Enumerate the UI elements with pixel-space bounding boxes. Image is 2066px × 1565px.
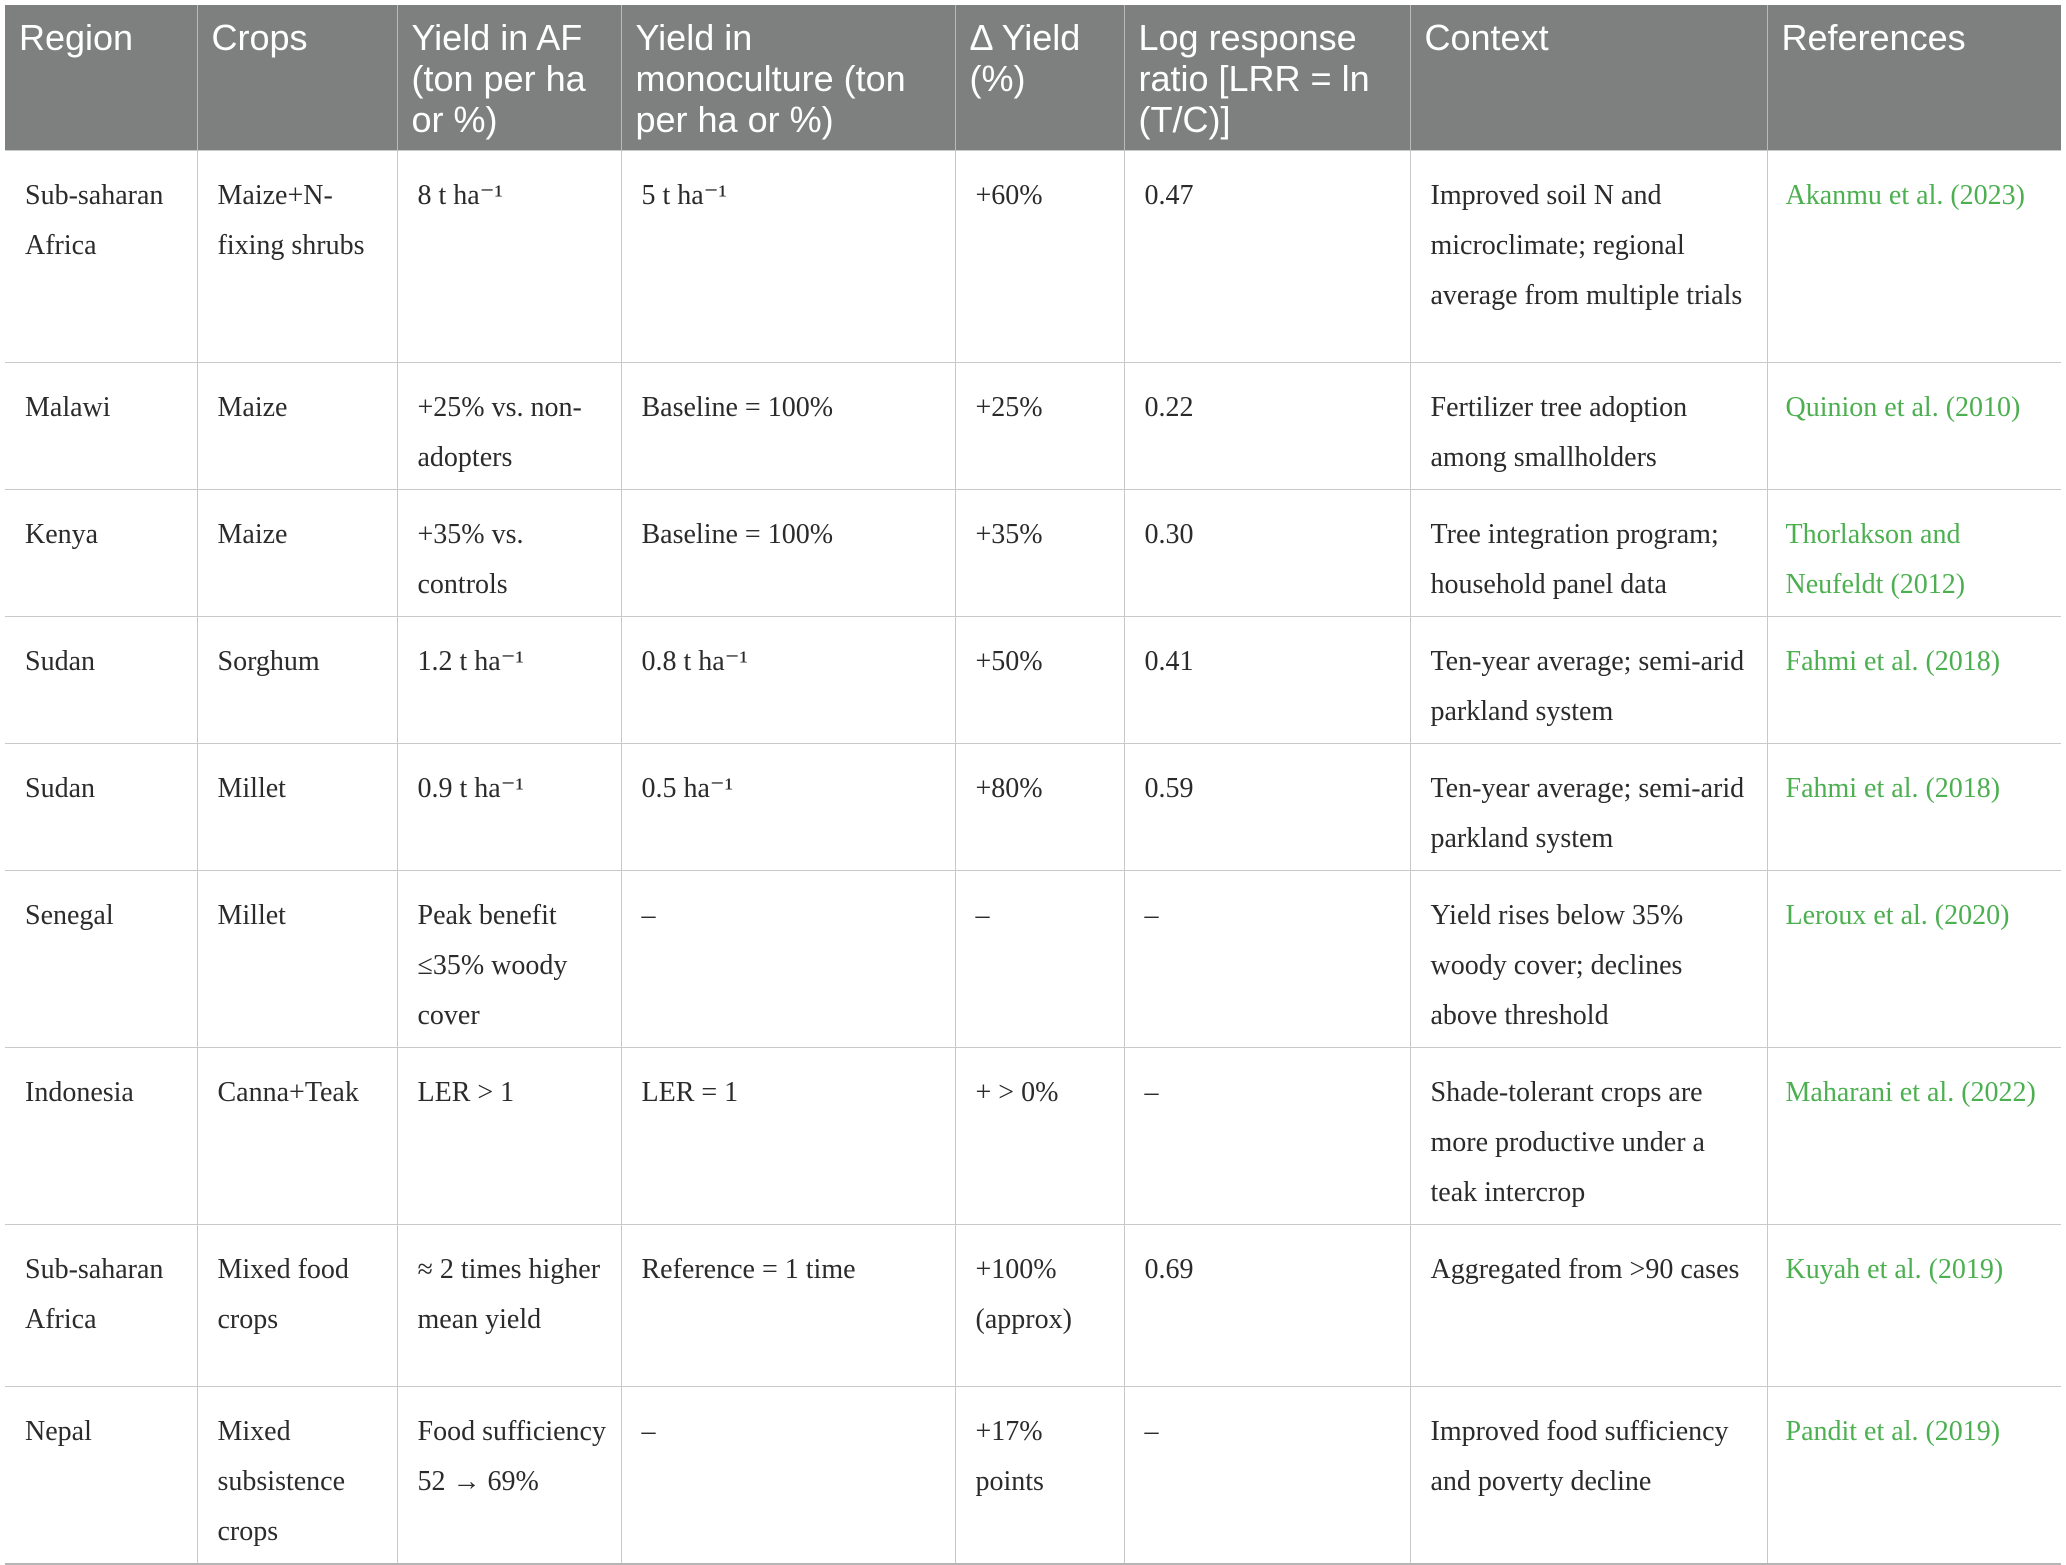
- cell-crops: Maize: [197, 490, 397, 617]
- cell-yield-monoculture: –: [621, 871, 955, 1048]
- reference-link[interactable]: Quinion et al. (2010): [1767, 363, 2061, 490]
- cell-yield-af: Food sufficiency 52 → 69%: [397, 1387, 621, 1565]
- cell-context: Tree integration program; household panel data: [1410, 490, 1767, 617]
- header-delta-yield: Δ Yield (%): [955, 5, 1124, 151]
- table-row: [5, 617, 2061, 744]
- reference-link[interactable]: Fahmi et al. (2018): [1767, 744, 2061, 871]
- cell-crops: Mixed subsistence crops: [197, 1387, 397, 1565]
- table-row: [5, 871, 2061, 1048]
- cell-yield-af: Peak benefit ≤35% woody cover: [397, 871, 621, 1048]
- cell-delta-yield: –: [955, 871, 1124, 1048]
- reference-link[interactable]: Pandit et al. (2019): [1767, 1387, 2061, 1565]
- reference-link[interactable]: Akanmu et al. (2023): [1767, 151, 2061, 363]
- cell-lrr: –: [1124, 1387, 1410, 1565]
- reference-link[interactable]: Leroux et al. (2020): [1767, 871, 2061, 1048]
- cell-yield-monoculture: 5 t ha⁻¹: [621, 151, 955, 363]
- cell-delta-yield: +80%: [955, 744, 1124, 871]
- agroforestry-yield-table: [5, 5, 2061, 1565]
- cell-yield-af: 0.9 t ha⁻¹: [397, 744, 621, 871]
- cell-crops: Maize: [197, 363, 397, 490]
- cell-yield-monoculture: Baseline = 100%: [621, 363, 955, 490]
- header-log-response-ratio: Log response ratio [LRR = ln (T/C)]: [1124, 5, 1410, 151]
- table-body: [5, 151, 2061, 1565]
- cell-delta-yield: +17% points: [955, 1387, 1124, 1565]
- table-row: [5, 363, 2061, 490]
- cell-yield-af: +25% vs. non-adopters: [397, 363, 621, 490]
- table-row: [5, 744, 2061, 871]
- cell-lrr: –: [1124, 1048, 1410, 1225]
- cell-context: Fertilizer tree adoption among smallholders: [1410, 363, 1767, 490]
- table-row: [5, 1225, 2061, 1387]
- cell-context: Improved food sufficiency and poverty decline: [1410, 1387, 1767, 1565]
- cell-region: Sudan: [5, 744, 197, 871]
- header-crops: Crops: [197, 5, 397, 151]
- cell-yield-monoculture: 0.8 t ha⁻¹: [621, 617, 955, 744]
- cell-context: Improved soil N and microclimate; regional average from multiple trials: [1410, 151, 1767, 363]
- table-row: [5, 151, 2061, 363]
- reference-link[interactable]: Kuyah et al. (2019): [1767, 1225, 2061, 1387]
- cell-yield-monoculture: LER = 1: [621, 1048, 955, 1225]
- table-row: [5, 490, 2061, 617]
- cell-lrr: 0.59: [1124, 744, 1410, 871]
- cell-crops: Maize+N-fixing shrubs: [197, 151, 397, 363]
- cell-region: Sub-saharan Africa: [5, 151, 197, 363]
- reference-link[interactable]: Fahmi et al. (2018): [1767, 617, 2061, 744]
- header-references: References: [1767, 5, 2061, 151]
- cell-yield-monoculture: Baseline = 100%: [621, 490, 955, 617]
- cell-lrr: 0.69: [1124, 1225, 1410, 1387]
- cell-yield-monoculture: Reference = 1 time: [621, 1225, 955, 1387]
- cell-region: Malawi: [5, 363, 197, 490]
- cell-yield-af: LER > 1: [397, 1048, 621, 1225]
- table-row: [5, 1048, 2061, 1225]
- cell-context: Yield rises below 35% woody cover; declines above threshold: [1410, 871, 1767, 1048]
- cell-yield-monoculture: –: [621, 1387, 955, 1565]
- header-context: Context: [1410, 5, 1767, 151]
- reference-link[interactable]: Maharani et al. (2022): [1767, 1048, 2061, 1225]
- cell-region: Nepal: [5, 1387, 197, 1565]
- cell-lrr: 0.22: [1124, 363, 1410, 490]
- cell-delta-yield: +25%: [955, 363, 1124, 490]
- cell-delta-yield: +50%: [955, 617, 1124, 744]
- header-region: Region: [5, 5, 197, 151]
- header-yield-monoculture: Yield in monoculture (ton per ha or %): [621, 5, 955, 151]
- cell-lrr: 0.41: [1124, 617, 1410, 744]
- cell-yield-af: 8 t ha⁻¹: [397, 151, 621, 363]
- cell-yield-af: ≈ 2 times higher mean yield: [397, 1225, 621, 1387]
- cell-region: Indonesia: [5, 1048, 197, 1225]
- cell-delta-yield: + > 0%: [955, 1048, 1124, 1225]
- cell-lrr: –: [1124, 871, 1410, 1048]
- table-row: [5, 1387, 2061, 1565]
- cell-region: Kenya: [5, 490, 197, 617]
- cell-delta-yield: +100% (approx): [955, 1225, 1124, 1387]
- cell-crops: Millet: [197, 871, 397, 1048]
- header-row: [5, 5, 2061, 151]
- cell-region: Sub-saharan Africa: [5, 1225, 197, 1387]
- cell-context: Ten-year average; semi-arid parkland system: [1410, 744, 1767, 871]
- table-header: [5, 5, 2061, 151]
- cell-context: Shade-tolerant crops are more productive under a teak intercrop: [1410, 1048, 1767, 1225]
- cell-region: Sudan: [5, 617, 197, 744]
- cell-yield-af: +35% vs. controls: [397, 490, 621, 617]
- cell-crops: Sorghum: [197, 617, 397, 744]
- cell-crops: Mixed food crops: [197, 1225, 397, 1387]
- cell-delta-yield: +60%: [955, 151, 1124, 363]
- header-yield-af: Yield in AF (ton per ha or %): [397, 5, 621, 151]
- cell-context: Ten-year average; semi-arid parkland system: [1410, 617, 1767, 744]
- cell-yield-af: 1.2 t ha⁻¹: [397, 617, 621, 744]
- cell-lrr: 0.47: [1124, 151, 1410, 363]
- cell-crops: Millet: [197, 744, 397, 871]
- reference-link[interactable]: Thorlakson and Neufeldt (2012): [1767, 490, 2061, 617]
- cell-delta-yield: +35%: [955, 490, 1124, 617]
- cell-lrr: 0.30: [1124, 490, 1410, 617]
- cell-region: Senegal: [5, 871, 197, 1048]
- cell-yield-monoculture: 0.5 ha⁻¹: [621, 744, 955, 871]
- cell-context: Aggregated from >90 cases: [1410, 1225, 1767, 1387]
- cell-crops: Canna+Teak: [197, 1048, 397, 1225]
